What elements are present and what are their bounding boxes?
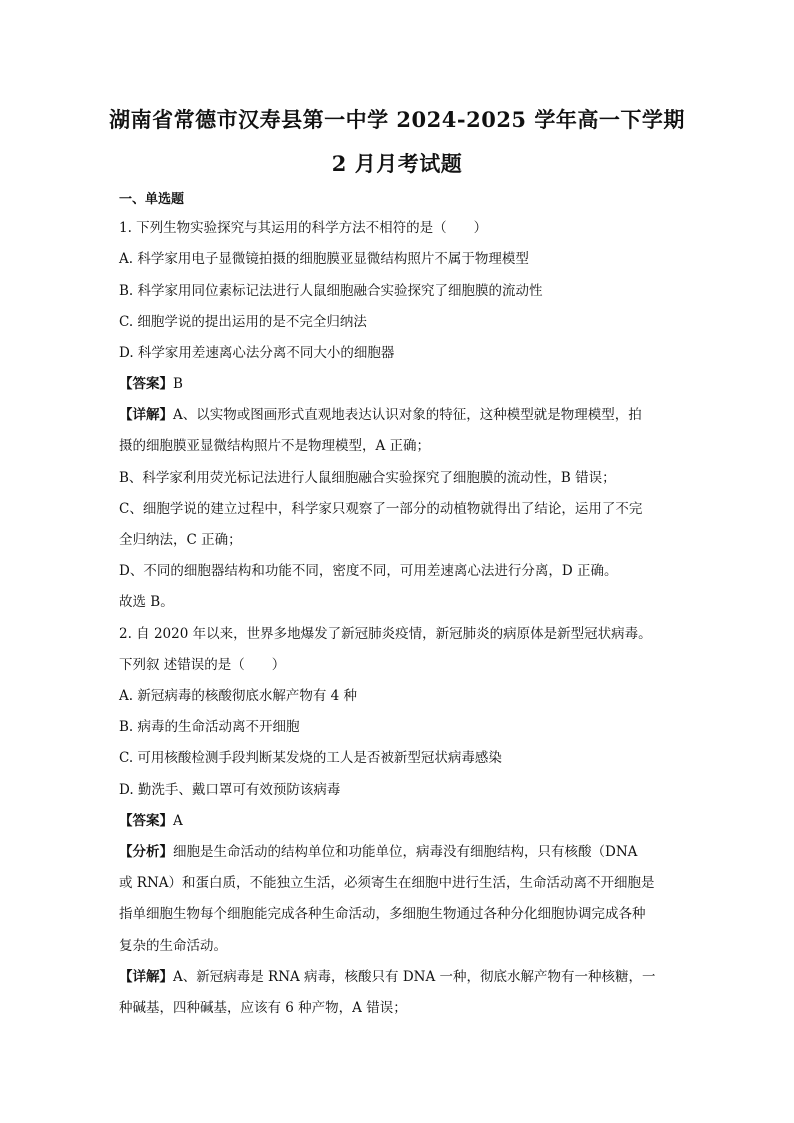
question-2-stem: 2. 自 2020 年以来，世界多地爆发了新冠肺炎疫情，新冠肺炎的病原体是新型冠状病毒。 xyxy=(119,626,652,642)
question-2-analysis-line: 复杂的生命活动。 xyxy=(119,938,227,954)
question-1-conclusion: 故选 B。 xyxy=(119,594,174,610)
answer-tag: 【答案】 xyxy=(119,376,173,392)
question-1-answer xyxy=(119,375,679,393)
question-2-option-d: D. 勤洗手、戴口罩可有效预防该病毒 xyxy=(119,782,341,798)
answer-tag: 【答案】 xyxy=(119,813,173,829)
detail-tag: 【详解】 xyxy=(119,407,173,423)
question-1-detail-line xyxy=(119,406,679,424)
document-title-line-2: 2 月月考试题 xyxy=(331,151,463,176)
question-1-detail-line: B、科学家利用荧光标记法进行人鼠细胞融合实验探究了细胞膜的流动性，B 错误； xyxy=(119,470,616,486)
question-2-analysis-line: 指单细胞生物每个细胞能完成各种生命活动，多细胞生物通过各种分化细胞协调完成各种 xyxy=(119,906,646,922)
document-title-line-1: 湖南省常德市汉寿县第一中学 2024-2025 学年高一下学期 xyxy=(109,107,685,132)
question-2-answer xyxy=(119,812,679,830)
question-1-option-d: D. 科学家用差速离心法分离不同大小的细胞器 xyxy=(119,345,395,361)
question-2-analysis-line: 或 RNA）和蛋白质，不能独立生活，必须寄生在细胞中进行生活，生命活动离不开细胞是 xyxy=(119,875,655,891)
question-2-stem: 下列叙 述错误的是（ ） xyxy=(119,657,286,673)
question-2-detail-line: 种碱基，四种碱基，应该有 6 种产物，A 错误； xyxy=(119,1000,407,1016)
detail-tag: 【详解】 xyxy=(119,969,173,985)
question-2-option-b: B. 病毒的生命活动离不开细胞 xyxy=(119,719,300,735)
question-2-analysis-line xyxy=(119,843,679,861)
question-1-option-c: C. 细胞学说的提出运用的是不完全归纳法 xyxy=(119,314,367,330)
question-2-option-a: A. 新冠病毒的核酸彻底水解产物有 4 种 xyxy=(119,688,358,704)
question-2-option-c: C. 可用核酸检测手段判断某发烧的工人是否被新型冠状病毒感染 xyxy=(119,750,502,766)
answer-value: B xyxy=(173,376,183,392)
question-1-stem: 1. 下列生物实验探究与其运用的科学方法不相符的是（ ） xyxy=(119,220,488,236)
question-1-detail-line: 摄的细胞膜亚显微结构照片不是物理模型，A 正确； xyxy=(119,438,431,454)
section-heading: 一、单选题 xyxy=(119,192,185,207)
answer-value: A xyxy=(173,813,183,829)
detail-text: A、以实物或图画形式直观地表达认识对象的特征，这种模型就是物理模型，拍 xyxy=(173,407,642,423)
analysis-text: 细胞是生命活动的结构单位和功能单位，病毒没有细胞结构，只有核酸（DNA xyxy=(173,844,638,860)
question-1-detail-line: D、不同的细胞器结构和功能不同，密度不同，可用差速离心法进行分离，D 正确。 xyxy=(119,563,618,579)
analysis-tag: 【分析】 xyxy=(119,844,173,860)
question-1-detail-line: C、细胞学说的建立过程中，科学家只观察了一部分的动植物就得出了结论，运用了不完 xyxy=(119,501,643,517)
question-2-detail-line xyxy=(119,968,679,986)
detail-text: A、新冠病毒是 RNA 病毒，核酸只有 DNA 一种，彻底水解产物有一种核糖，一 xyxy=(173,969,656,985)
question-1-option-a: A. 科学家用电子显微镜拍摄的细胞膜亚显微结构照片不属于物理模型 xyxy=(119,251,529,267)
question-1-detail-line: 全归纳法，C 正确； xyxy=(119,532,242,548)
question-1-option-b: B. 科学家用同位素标记法进行人鼠细胞融合实验探究了细胞膜的流动性 xyxy=(119,283,543,299)
